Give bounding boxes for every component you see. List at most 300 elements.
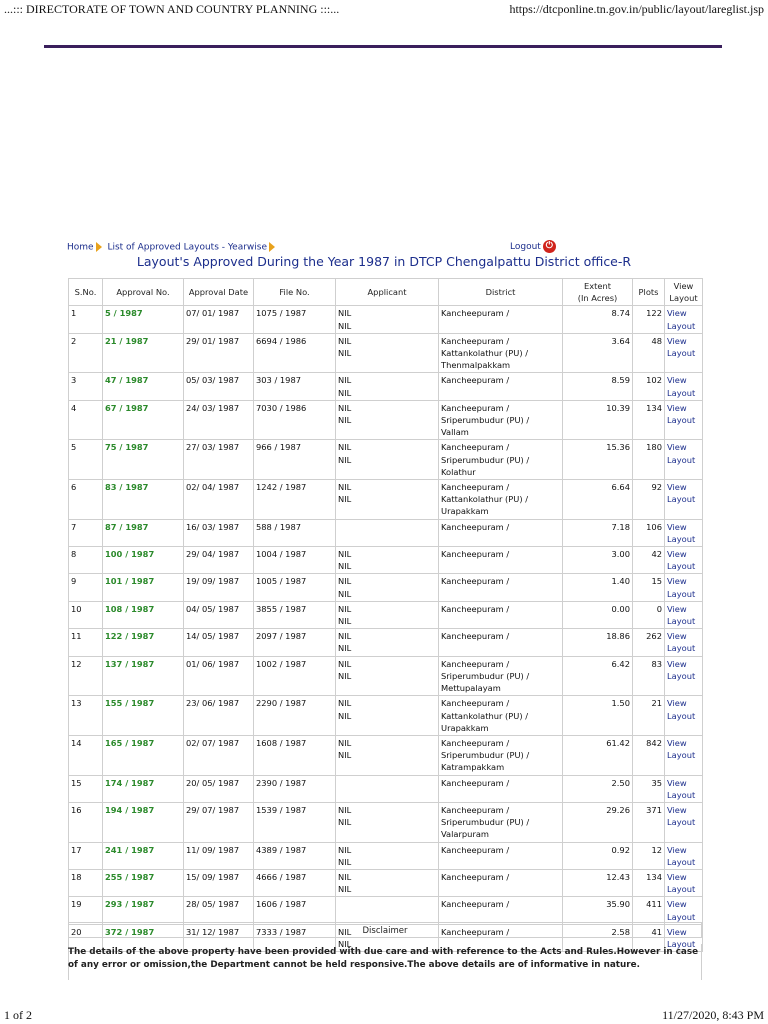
- view-link-line2: Layout: [667, 643, 696, 654]
- district-cell: [439, 306, 563, 333]
- file-no-cell: 1002 / 1987: [254, 656, 336, 696]
- view-layout-link[interactable]: [665, 869, 703, 896]
- extent-cell: 0.00: [563, 601, 633, 628]
- sno-cell: 15: [69, 775, 103, 802]
- view-link-line2: Layout: [667, 616, 696, 627]
- district-cell: [439, 333, 563, 373]
- applicant-cell: [336, 440, 439, 480]
- sno-cell: 14: [69, 735, 103, 775]
- district-cell: [439, 802, 563, 842]
- view-link-line2: Layout: [667, 856, 696, 867]
- sno-cell: 10: [69, 601, 103, 628]
- approval-no-link[interactable]: 372 / 1987: [103, 924, 184, 951]
- header-rule: [44, 45, 722, 48]
- view-layout-link[interactable]: [665, 480, 703, 520]
- district-line: Urapakkam: [441, 722, 489, 733]
- breadcrumb-arrow-icon: [96, 242, 102, 252]
- district-cell: [439, 775, 563, 802]
- extent-cell: 61.42: [563, 735, 633, 775]
- table-row: [69, 629, 703, 656]
- table-row: [69, 842, 703, 869]
- approval-no-link[interactable]: 101 / 1987: [103, 574, 184, 601]
- view-link-line2: Layout: [667, 588, 696, 599]
- applicant-line: NIL: [338, 348, 352, 359]
- view-layout-link[interactable]: [665, 519, 703, 546]
- view-link-line2: Layout: [667, 320, 696, 331]
- applicant-line: NIL: [338, 871, 352, 882]
- extent-cell: 8.74: [563, 306, 633, 333]
- file-no-cell: 4666 / 1987: [254, 869, 336, 896]
- view-layout-link[interactable]: [665, 400, 703, 440]
- view-layout-link[interactable]: [665, 802, 703, 842]
- extent-cell: 6.42: [563, 656, 633, 696]
- applicant-cell: [336, 373, 439, 400]
- file-no-cell: 1608 / 1987: [254, 735, 336, 775]
- view-link-line2: Layout: [667, 911, 696, 922]
- district-cell: [439, 574, 563, 601]
- approval-no-link[interactable]: 100 / 1987: [103, 547, 184, 574]
- view-link-line1: View: [667, 777, 687, 788]
- sno-cell: 4: [69, 400, 103, 440]
- table-row: [69, 306, 703, 333]
- approval-no-link[interactable]: 87 / 1987: [103, 519, 184, 546]
- col-district: District: [439, 279, 563, 306]
- plots-cell: 42: [633, 547, 665, 574]
- district-cell: [439, 842, 563, 869]
- plots-cell: 134: [633, 400, 665, 440]
- applicant-line: NIL: [338, 335, 352, 346]
- approval-date-cell: 11/ 09/ 1987: [184, 842, 254, 869]
- applicant-cell: [336, 519, 439, 546]
- district-line: Kancheepuram /: [441, 521, 510, 532]
- district-line: Kancheepuram /: [441, 335, 510, 346]
- approval-date-cell: 16/ 03/ 1987: [184, 519, 254, 546]
- extent-cell: 3.00: [563, 547, 633, 574]
- district-line: Valarpuram: [441, 829, 490, 840]
- district-line: Kancheepuram /: [441, 737, 510, 748]
- plots-cell: 48: [633, 333, 665, 373]
- file-no-cell: 966 / 1987: [254, 440, 336, 480]
- print-header-title: ...::: DIRECTORATE OF TOWN AND COUNTRY PLANNING :::...: [4, 2, 340, 16]
- table-row: [69, 373, 703, 400]
- print-header-url: https://dtcponline.tn.gov.in/public/layout/lareglist.jsp: [509, 2, 764, 16]
- plots-cell: 106: [633, 519, 665, 546]
- applicant-line: NIL: [338, 549, 352, 560]
- file-no-cell: 303 / 1987: [254, 373, 336, 400]
- sno-cell: 8: [69, 547, 103, 574]
- extent-cell: 1.40: [563, 574, 633, 601]
- approval-date-cell: 24/ 03/ 1987: [184, 400, 254, 440]
- district-line: Kancheepuram /: [441, 844, 510, 855]
- approval-no-link[interactable]: 108 / 1987: [103, 601, 184, 628]
- view-link-line1: View: [667, 737, 687, 748]
- applicant-line: NIL: [338, 387, 352, 398]
- file-no-cell: 4389 / 1987: [254, 842, 336, 869]
- sno-cell: 6: [69, 480, 103, 520]
- col-view-layout: [665, 279, 703, 306]
- approval-date-cell: 02/ 07/ 1987: [184, 735, 254, 775]
- approval-date-cell: 29/ 04/ 1987: [184, 547, 254, 574]
- extent-cell: 15.36: [563, 440, 633, 480]
- plots-cell: 122: [633, 306, 665, 333]
- approval-no-link[interactable]: 194 / 1987: [103, 802, 184, 842]
- applicant-line: NIL: [338, 938, 352, 949]
- file-no-cell: 1004 / 1987: [254, 547, 336, 574]
- plots-cell: 262: [633, 629, 665, 656]
- table-row: [69, 656, 703, 696]
- file-no-cell: 2390 / 1987: [254, 775, 336, 802]
- district-cell: [439, 400, 563, 440]
- sno-cell: 7: [69, 519, 103, 546]
- col-file-no: File No.: [254, 279, 336, 306]
- plots-cell: 102: [633, 373, 665, 400]
- approval-date-cell: 02/ 04/ 1987: [184, 480, 254, 520]
- breadcrumb: [67, 242, 278, 253]
- view-link-line1: View: [667, 335, 687, 346]
- applicant-line: NIL: [338, 482, 352, 493]
- applicant-cell: [336, 656, 439, 696]
- file-no-cell: 2290 / 1987: [254, 696, 336, 736]
- breadcrumb-list-link[interactable]: List of Approved Layouts - Yearwise: [107, 242, 268, 253]
- table-row: [69, 400, 703, 440]
- print-footer: [0, 1008, 768, 1024]
- file-no-cell: 3855 / 1987: [254, 601, 336, 628]
- extent-cell: 18.86: [563, 629, 633, 656]
- plots-cell: 21: [633, 696, 665, 736]
- applicant-cell: [336, 480, 439, 520]
- view-link-line1: View: [667, 549, 687, 560]
- view-link-line2: Layout: [667, 494, 696, 505]
- applicant-cell: [336, 574, 439, 601]
- table-header-row: [69, 279, 703, 306]
- approval-no-link[interactable]: 83 / 1987: [103, 480, 184, 520]
- plots-cell: 842: [633, 735, 665, 775]
- view-link-line2: Layout: [667, 454, 696, 465]
- table-row: [69, 547, 703, 574]
- applicant-line: NIL: [338, 804, 352, 815]
- district-line: Sriperumbudur (PU) /: [441, 670, 530, 681]
- approval-date-cell: 28/ 05/ 1987: [184, 897, 254, 924]
- approval-no-link[interactable]: 155 / 1987: [103, 696, 184, 736]
- applicant-cell: [336, 547, 439, 574]
- approval-date-cell: 29/ 07/ 1987: [184, 802, 254, 842]
- sno-cell: 5: [69, 440, 103, 480]
- district-cell: [439, 480, 563, 520]
- approval-date-cell: 15/ 09/ 1987: [184, 869, 254, 896]
- district-line: Kancheepuram /: [441, 658, 510, 669]
- applicant-cell: [336, 306, 439, 333]
- view-layout-link[interactable]: [665, 842, 703, 869]
- district-line: Kancheepuram /: [441, 631, 510, 642]
- district-line: Kancheepuram /: [441, 549, 510, 560]
- district-cell: [439, 547, 563, 574]
- view-link-line1: View: [667, 698, 687, 709]
- view-layout-link[interactable]: [665, 333, 703, 373]
- power-icon[interactable]: ⏻: [543, 240, 556, 253]
- view-link-line1: View: [667, 658, 687, 669]
- district-line: Kancheepuram /: [441, 576, 510, 587]
- view-layout-link[interactable]: [665, 696, 703, 736]
- applicant-cell: [336, 897, 439, 924]
- file-no-cell: 1005 / 1987: [254, 574, 336, 601]
- approval-date-cell: 23/ 06/ 1987: [184, 696, 254, 736]
- view-link-line2: Layout: [667, 817, 696, 828]
- view-layout-link[interactable]: [665, 897, 703, 924]
- extent-cell: 7.18: [563, 519, 633, 546]
- applicant-line: NIL: [338, 817, 352, 828]
- extent-cell: 10.39: [563, 400, 633, 440]
- table-row: [69, 519, 703, 546]
- approval-no-link[interactable]: 174 / 1987: [103, 775, 184, 802]
- approval-no-link[interactable]: 122 / 1987: [103, 629, 184, 656]
- applicant-line: NIL: [338, 643, 352, 654]
- district-cell: [439, 519, 563, 546]
- view-link-line2: Layout: [667, 938, 696, 949]
- plots-cell: 15: [633, 574, 665, 601]
- extent-cell: 2.58: [563, 924, 633, 951]
- view-link-line1: View: [667, 631, 687, 642]
- view-layout-link[interactable]: [665, 735, 703, 775]
- applicant-cell: [336, 400, 439, 440]
- plots-cell: 371: [633, 802, 665, 842]
- approval-date-cell: 05/ 03/ 1987: [184, 373, 254, 400]
- applicant-cell: [336, 333, 439, 373]
- sno-cell: 11: [69, 629, 103, 656]
- view-link-line2: Layout: [667, 670, 696, 681]
- view-layout-link[interactable]: [665, 775, 703, 802]
- district-line: Kattankolathur (PU) /: [441, 494, 529, 505]
- view-layout-link[interactable]: [665, 601, 703, 628]
- plots-cell: 180: [633, 440, 665, 480]
- applicant-line: NIL: [338, 670, 352, 681]
- view-link-line1: View: [667, 308, 687, 319]
- district-line: Kattankolathur (PU) /: [441, 710, 529, 721]
- approval-no-link[interactable]: 47 / 1987: [103, 373, 184, 400]
- view-layout-link[interactable]: [665, 373, 703, 400]
- file-no-cell: 1539 / 1987: [254, 802, 336, 842]
- applicant-cell: [336, 869, 439, 896]
- district-line: Thenmalpakkam: [441, 360, 511, 371]
- table-row: [69, 601, 703, 628]
- plots-cell: 92: [633, 480, 665, 520]
- extent-cell: 3.64: [563, 333, 633, 373]
- applicant-cell: [336, 735, 439, 775]
- district-line: Kancheepuram /: [441, 308, 510, 319]
- table-row: [69, 735, 703, 775]
- table-row: [69, 333, 703, 373]
- approval-no-link[interactable]: 165 / 1987: [103, 735, 184, 775]
- plots-cell: 0: [633, 601, 665, 628]
- file-no-cell: 2097 / 1987: [254, 629, 336, 656]
- table-row: [69, 480, 703, 520]
- district-line: Kancheepuram /: [441, 777, 510, 788]
- col-approval-date: Approval Date: [184, 279, 254, 306]
- page-title: Layout's Approved During the Year 1987 in DTCP Chengalpattu District office-R: [136, 254, 632, 269]
- view-link-line2: Layout: [667, 415, 696, 426]
- view-layout-link[interactable]: [665, 656, 703, 696]
- file-no-cell: 7333 / 1987: [254, 924, 336, 951]
- district-line: Sriperumbudur (PU) /: [441, 454, 530, 465]
- table-row: [69, 440, 703, 480]
- page-count: 1 of 2: [4, 1008, 32, 1022]
- sno-cell: 17: [69, 842, 103, 869]
- district-line: Kancheepuram /: [441, 871, 510, 882]
- view-link-line2: Layout: [667, 789, 696, 800]
- table-row: [69, 897, 703, 924]
- plots-cell: 35: [633, 775, 665, 802]
- sno-cell: 12: [69, 656, 103, 696]
- applicant-line: NIL: [338, 442, 352, 453]
- district-line: Kancheepuram /: [441, 603, 510, 614]
- applicant-line: NIL: [338, 856, 352, 867]
- view-layout-link[interactable]: [665, 306, 703, 333]
- applicant-line: NIL: [338, 402, 352, 413]
- approval-no-link[interactable]: 137 / 1987: [103, 656, 184, 696]
- district-cell: [439, 373, 563, 400]
- col-applicant: Applicant: [336, 279, 439, 306]
- applicant-line: NIL: [338, 415, 352, 426]
- district-line: Kancheepuram /: [441, 402, 510, 413]
- col-sno: S.No.: [69, 279, 103, 306]
- applicant-line: NIL: [338, 698, 352, 709]
- view-link-line2: Layout: [667, 561, 696, 572]
- approval-date-cell: 27/ 03/ 1987: [184, 440, 254, 480]
- col-extent: [563, 279, 633, 306]
- approval-date-cell: 14/ 05/ 1987: [184, 629, 254, 656]
- approval-date-cell: 07/ 01/ 1987: [184, 306, 254, 333]
- applicant-line: NIL: [338, 631, 352, 642]
- view-link-line2: Layout: [667, 348, 696, 359]
- approval-date-cell: 19/ 09/ 1987: [184, 574, 254, 601]
- view-layout-link[interactable]: [665, 629, 703, 656]
- view-layout-link[interactable]: [665, 440, 703, 480]
- disclaimer-heading: Disclaimer: [68, 922, 702, 938]
- district-line: Kancheepuram /: [441, 804, 510, 815]
- applicant-cell: [336, 775, 439, 802]
- logout-link[interactable]: [510, 240, 556, 253]
- district-line: Vallam: [441, 427, 469, 438]
- view-link-line1: View: [667, 576, 687, 587]
- sno-cell: 18: [69, 869, 103, 896]
- table-row: [69, 574, 703, 601]
- col-view-line1: View: [673, 281, 694, 291]
- applicant-line: NIL: [338, 658, 352, 669]
- applicant-cell: [336, 696, 439, 736]
- sno-cell: 20: [69, 924, 103, 951]
- district-line: Sriperumbudur (PU) /: [441, 750, 530, 761]
- applicant-line: NIL: [338, 710, 352, 721]
- breadcrumb-arrow-icon: [269, 242, 275, 252]
- district-cell: [439, 656, 563, 696]
- district-line: Kancheepuram /: [441, 926, 510, 937]
- applicant-line: NIL: [338, 320, 352, 331]
- view-link-line1: View: [667, 482, 687, 493]
- extent-cell: 0.92: [563, 842, 633, 869]
- approval-date-cell: 01/ 06/ 1987: [184, 656, 254, 696]
- view-link-line2: Layout: [667, 750, 696, 761]
- district-line: Kancheepuram /: [441, 442, 510, 453]
- district-line: Kancheepuram /: [441, 375, 510, 386]
- logout-label: Logout: [510, 242, 541, 252]
- sno-cell: 1: [69, 306, 103, 333]
- extent-cell: 8.59: [563, 373, 633, 400]
- breadcrumb-home-link[interactable]: Home: [67, 242, 94, 253]
- district-line: Katrampakkam: [441, 762, 505, 773]
- approval-no-link[interactable]: 241 / 1987: [103, 842, 184, 869]
- approval-no-link[interactable]: 293 / 1987: [103, 897, 184, 924]
- col-extent-line1: Extent: [583, 281, 612, 291]
- view-link-line2: Layout: [667, 884, 696, 895]
- approval-no-link[interactable]: 5 / 1987: [103, 306, 184, 333]
- district-cell: [439, 629, 563, 656]
- applicant-line: NIL: [338, 375, 352, 386]
- district-line: Sriperumbudur (PU) /: [441, 415, 530, 426]
- applicant-line: NIL: [338, 454, 352, 465]
- district-line: Sriperumbudur (PU) /: [441, 817, 530, 828]
- disclaimer-text: The details of the above property have been provided with due care and with reference to the Acts and Rules.However in case of any error or omission,the Department cannot be held responsive.The above details are of informative in nature.: [68, 947, 699, 970]
- district-line: Kattankolathur (PU) /: [441, 348, 529, 359]
- applicant-line: NIL: [338, 926, 352, 937]
- view-link-line1: View: [667, 603, 687, 614]
- layouts-table: [68, 278, 703, 952]
- view-layout-link[interactable]: [665, 547, 703, 574]
- applicant-line: NIL: [338, 750, 352, 761]
- view-layout-link[interactable]: [665, 574, 703, 601]
- sno-cell: 2: [69, 333, 103, 373]
- approval-no-link[interactable]: 21 / 1987: [103, 333, 184, 373]
- view-link-line1: View: [667, 375, 687, 386]
- approval-no-link[interactable]: 67 / 1987: [103, 400, 184, 440]
- view-link-line1: View: [667, 871, 687, 882]
- applicant-line: NIL: [338, 616, 352, 627]
- applicant-line: NIL: [338, 494, 352, 505]
- print-timestamp: 11/27/2020, 8:43 PM: [662, 1008, 764, 1022]
- table-row: [69, 696, 703, 736]
- applicant-line: NIL: [338, 308, 352, 319]
- district-line: Kancheepuram /: [441, 698, 510, 709]
- col-approval-no: Approval No.: [103, 279, 184, 306]
- district-line: Kancheepuram /: [441, 482, 510, 493]
- file-no-cell: 6694 / 1986: [254, 333, 336, 373]
- district-cell: [439, 869, 563, 896]
- applicant-line: NIL: [338, 561, 352, 572]
- district-line: Mettupalayam: [441, 683, 501, 694]
- sno-cell: 9: [69, 574, 103, 601]
- file-no-cell: 1606 / 1987: [254, 897, 336, 924]
- approval-no-link[interactable]: 255 / 1987: [103, 869, 184, 896]
- applicant-line: NIL: [338, 844, 352, 855]
- view-link-line2: Layout: [667, 533, 696, 544]
- table-row: [69, 802, 703, 842]
- extent-cell: 6.64: [563, 480, 633, 520]
- sno-cell: 16: [69, 802, 103, 842]
- district-cell: [439, 735, 563, 775]
- approval-date-cell: 04/ 05/ 1987: [184, 601, 254, 628]
- district-line: Kancheepuram /: [441, 899, 510, 910]
- view-link-line2: Layout: [667, 387, 696, 398]
- file-no-cell: 7030 / 1986: [254, 400, 336, 440]
- sno-cell: 19: [69, 897, 103, 924]
- approval-date-cell: 29/ 01/ 1987: [184, 333, 254, 373]
- applicant-line: NIL: [338, 576, 352, 587]
- applicant-cell: [336, 601, 439, 628]
- approval-no-link[interactable]: 75 / 1987: [103, 440, 184, 480]
- plots-cell: 12: [633, 842, 665, 869]
- extent-cell: 35.90: [563, 897, 633, 924]
- file-no-cell: 1075 / 1987: [254, 306, 336, 333]
- view-link-line1: View: [667, 899, 687, 910]
- extent-cell: 2.50: [563, 775, 633, 802]
